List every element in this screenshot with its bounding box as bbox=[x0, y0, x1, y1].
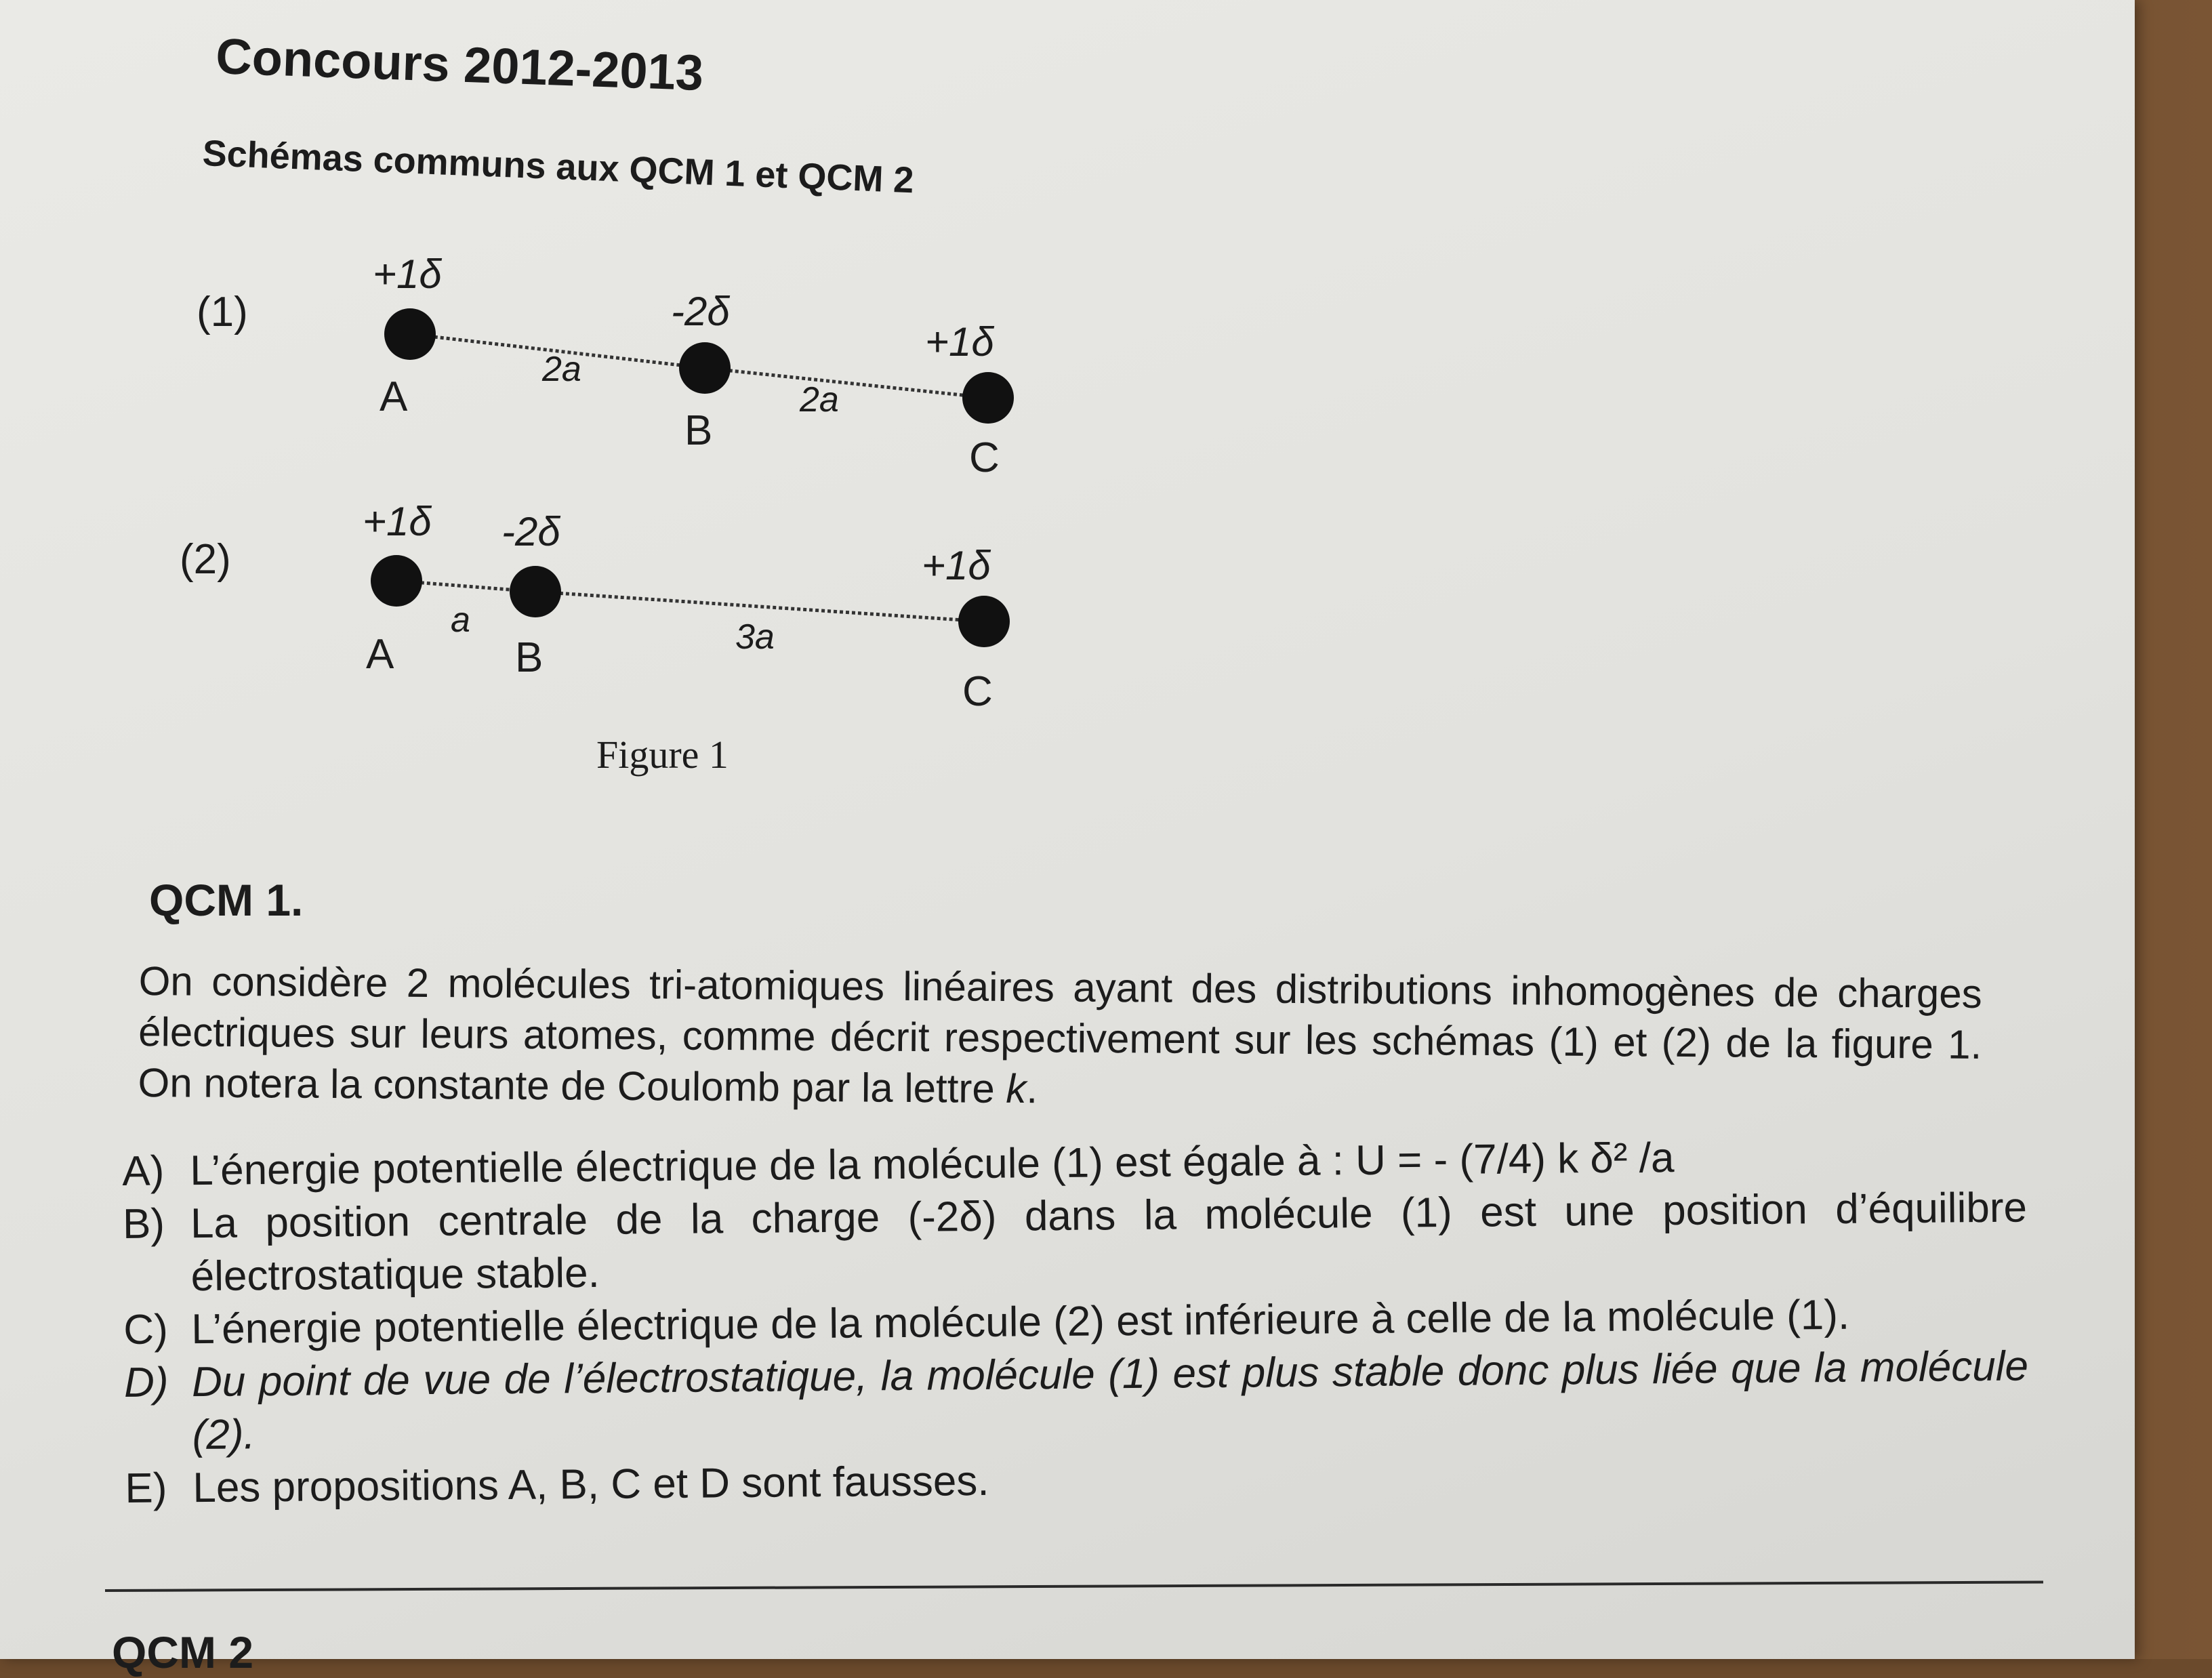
schema-1-label: (1) bbox=[197, 289, 248, 335]
schema-2-charge-c: +1δ bbox=[922, 543, 991, 588]
schema-1-distance-bc: 2a bbox=[800, 380, 839, 420]
option-a-text: L’énergie potentielle électrique de la molécule (1) est égale à : U = - (7/4) k δ² /a bbox=[190, 1134, 1675, 1195]
schema-2-charge-a: +1δ bbox=[363, 499, 432, 544]
schema-2-distance-ab: a bbox=[451, 600, 470, 640]
option-a-letter: A) bbox=[122, 1147, 165, 1195]
schema-1-bond-bc bbox=[705, 368, 988, 398]
option-e-text: Les propositions A, B, C et D sont fausses. bbox=[192, 1457, 989, 1512]
schema-2-atom-b-label: B bbox=[515, 634, 544, 681]
schema-1-atom-b-label: B bbox=[684, 407, 713, 454]
section-divider bbox=[105, 1581, 2043, 1592]
schema-1-atom-c-label: C bbox=[969, 434, 1000, 481]
qcm-1-intro-variable: k bbox=[1006, 1065, 1027, 1112]
schema-1-charge-a: +1δ bbox=[373, 251, 442, 297]
schema-1-distance-ab: 2a bbox=[542, 350, 581, 389]
figure-caption: Figure 1 bbox=[596, 733, 729, 777]
schema-1-atom-a-label: A bbox=[380, 373, 408, 420]
option-c-text: L’énergie potentielle électrique de la molécule (2) est inférieure à celle de la molécule (1). bbox=[191, 1291, 1850, 1353]
option-c-letter: C) bbox=[123, 1306, 169, 1353]
schema-2-distance-bc: 3a bbox=[735, 617, 775, 657]
schema-2-atom-a bbox=[371, 555, 422, 607]
option-d-letter: D) bbox=[123, 1359, 169, 1406]
schema-1-charge-b: -2δ bbox=[671, 289, 730, 334]
option-b-letter: B) bbox=[122, 1200, 165, 1248]
page-subtitle: Schémas communs aux QCM 1 et QCM 2 bbox=[201, 132, 915, 201]
schema-2-atom-a-label: A bbox=[366, 631, 394, 678]
qcm-2-heading: QCM 2 bbox=[112, 1627, 254, 1677]
option-d-text: Du point de vue de l’électrostatique, la molécule (1) est plus stable donc plus liée que la molécule (2). bbox=[191, 1343, 2029, 1459]
schema-1-atom-c bbox=[962, 372, 1014, 424]
qcm-1-options bbox=[122, 1128, 2030, 1515]
schema-2-atom-b bbox=[510, 566, 561, 617]
option-b bbox=[123, 1181, 2028, 1304]
option-b-text: La position centrale de la charge (-2δ) dans la molécule (1) est une position d’équilibre électrostatique stable. bbox=[190, 1184, 2028, 1301]
option-d bbox=[124, 1340, 2029, 1462]
qcm-1-heading: QCM 1. bbox=[149, 875, 304, 925]
schema-1-atom-b bbox=[679, 342, 731, 394]
schema-1-atom-a bbox=[384, 308, 436, 360]
qcm-1-intro bbox=[138, 956, 1982, 1121]
schema-2-atom-c-label: C bbox=[962, 668, 993, 715]
schema-2-atom-c bbox=[958, 596, 1010, 647]
option-e-letter: E) bbox=[125, 1465, 167, 1512]
page-title: Concours 2012-2013 bbox=[215, 27, 705, 102]
schema-2-label: (2) bbox=[180, 536, 231, 583]
qcm-1-intro-end: . bbox=[1026, 1066, 1038, 1112]
schema-2-charge-b: -2δ bbox=[501, 509, 560, 554]
schema-1-charge-c: +1δ bbox=[925, 319, 994, 365]
qcm-1-intro-text: On considère 2 molécules tri-atomiques linéaires ayant des distributions inhomogènes de charges électriques sur leurs atomes, comme décrit respectivement sur les schémas (1) et (2) de la figure 1. On notera la constante de Coulomb par la lettre bbox=[138, 958, 1982, 1111]
figure-1-diagram bbox=[0, 0, 2135, 813]
